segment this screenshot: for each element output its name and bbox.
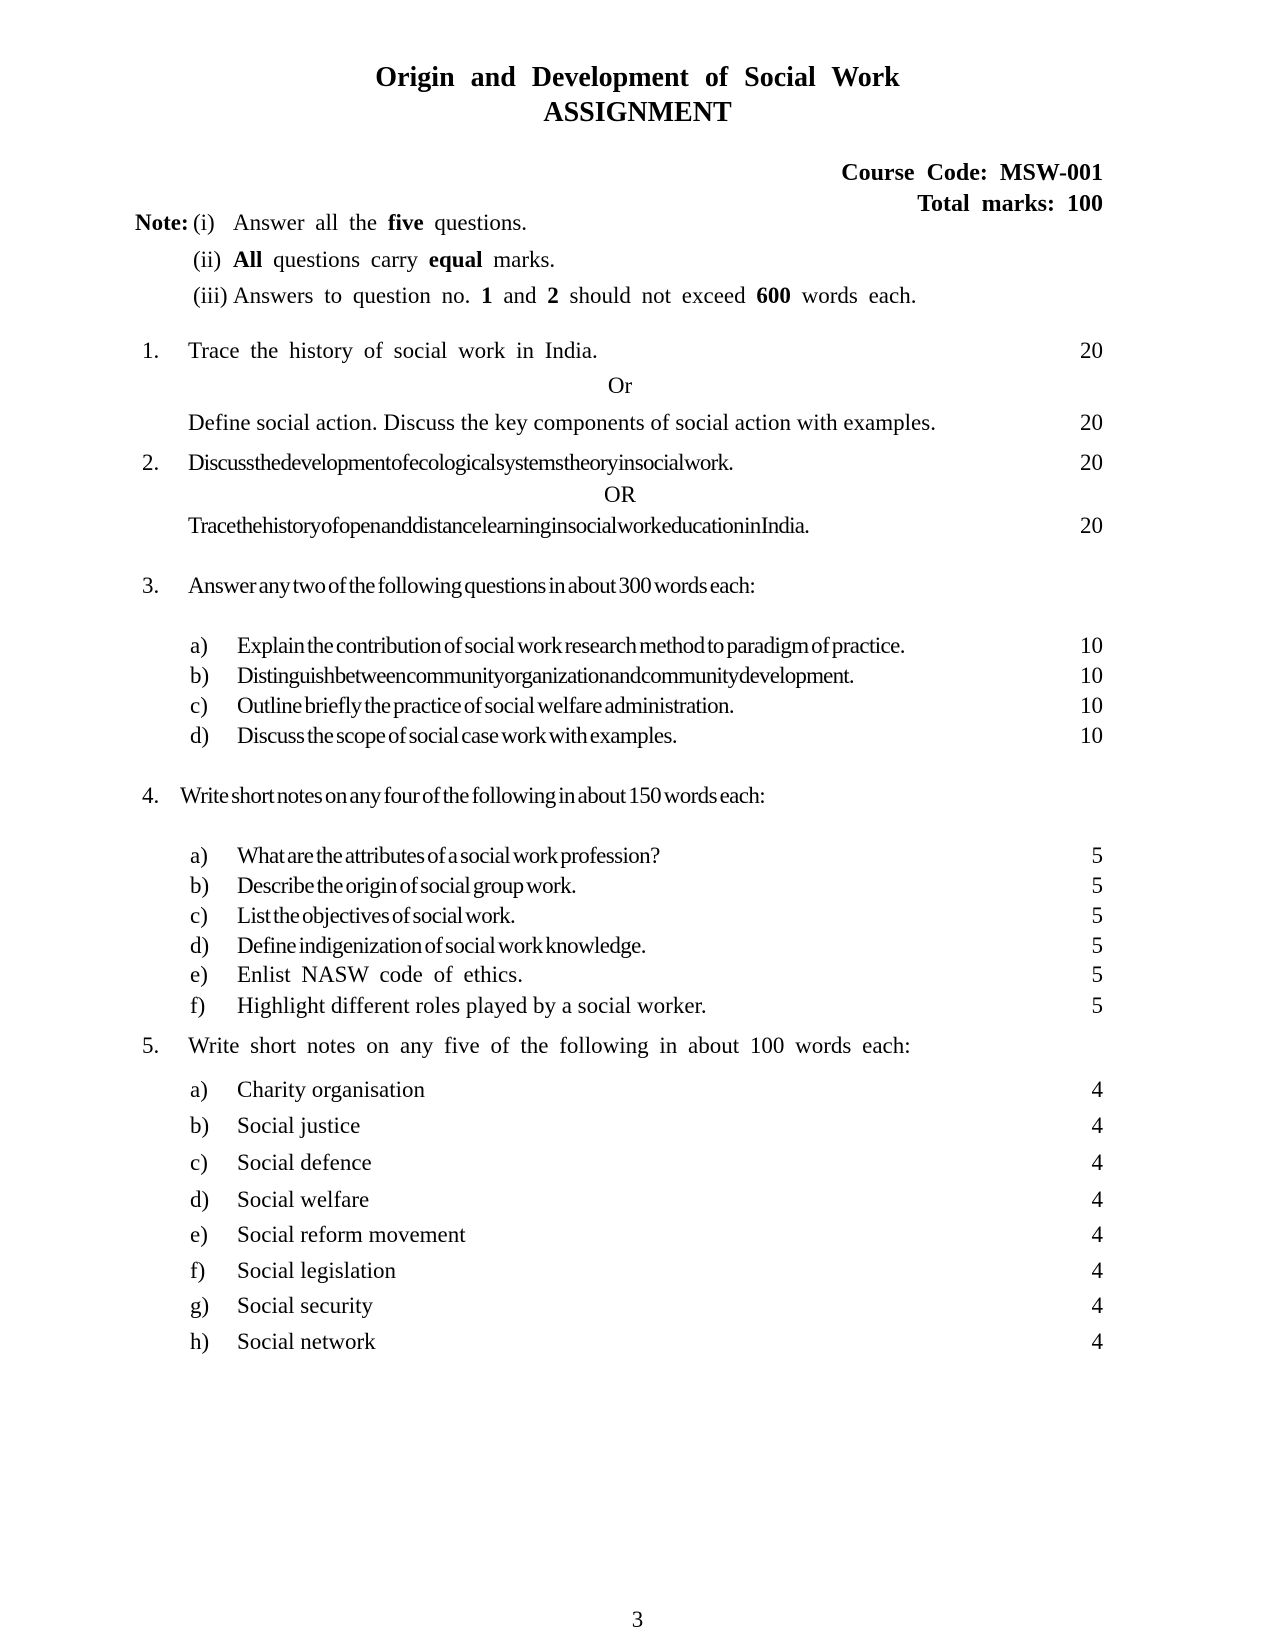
- item-marks: 5: [1091, 873, 1103, 898]
- question-text: Define social action. Discuss the key components of social action with examples.: [188, 410, 936, 435]
- question-1: [142, 337, 1103, 365]
- item-letter: b): [190, 663, 210, 688]
- question-text: Discuss the development of ecological systems theory in social work.: [188, 450, 734, 475]
- question-marks: 20: [1080, 450, 1103, 475]
- question-number: 2.: [142, 450, 160, 475]
- item-marks: 10: [1080, 663, 1103, 688]
- question-4-item-b: [190, 872, 1103, 900]
- note-item-1: [135, 209, 1103, 237]
- question-number: 3.: [142, 573, 160, 598]
- question-5-item-d: [190, 1186, 1103, 1214]
- question-4-item-c: [190, 902, 1103, 930]
- item-letter: d): [190, 933, 210, 958]
- question-3: [142, 572, 1103, 600]
- item-text: Highlight different roles played by a social worker.: [237, 993, 707, 1018]
- item-marks: 4: [1091, 1187, 1103, 1212]
- item-text: Social defence: [237, 1150, 372, 1175]
- item-text: Social security: [237, 1293, 374, 1318]
- note-item-number: (i): [193, 210, 215, 235]
- question-5-item-f: [190, 1257, 1103, 1285]
- total-marks: Total marks: 100: [917, 191, 1103, 217]
- item-marks: 10: [1080, 693, 1103, 718]
- question-4-item-d: [190, 932, 1103, 960]
- item-text: Explain the contribution of social work research method to paradigm of practice.: [237, 633, 905, 658]
- question-4-item-f: [190, 992, 1103, 1020]
- item-text: Discuss the scope of social case work with examples.: [237, 723, 677, 748]
- item-text: Define indigenization of social work knowledge.: [237, 933, 646, 958]
- item-letter: c): [190, 1150, 208, 1175]
- item-text: Social welfare: [237, 1187, 370, 1212]
- question-3-item-c: [190, 692, 1103, 720]
- question-2-alternative: [142, 512, 1103, 540]
- item-marks: 4: [1091, 1258, 1103, 1283]
- item-text: Charity organisation: [237, 1077, 426, 1102]
- question-number: 5.: [142, 1033, 160, 1058]
- item-letter: f): [190, 1258, 206, 1283]
- note-label: Note:: [135, 210, 189, 235]
- note-item-text: Answers to question no. 1 and 2 should not exceed 600 words each.: [233, 283, 917, 308]
- question-5-item-c: [190, 1149, 1103, 1177]
- item-marks: 4: [1091, 1293, 1103, 1318]
- question-text: Answer any two of the following questions in about 300 words each:: [188, 573, 756, 598]
- note-item-number: (iii): [193, 283, 228, 308]
- question-marks: 20: [1080, 338, 1103, 363]
- item-marks: 5: [1091, 962, 1103, 987]
- question-5-item-h: [190, 1328, 1103, 1356]
- document-title: Origin and Development of Social Work: [375, 62, 900, 93]
- question-marks: 20: [1080, 410, 1103, 435]
- item-letter: f): [190, 993, 206, 1018]
- question-4-item-e: [190, 961, 1103, 989]
- item-marks: 5: [1091, 993, 1103, 1018]
- item-letter: e): [190, 962, 208, 987]
- item-marks: 4: [1091, 1222, 1103, 1247]
- item-text: Distinguish between community organization and community development.: [237, 663, 854, 688]
- item-text: What are the attributes of a social work profession?: [237, 843, 660, 868]
- note-item-text: Answer all the five questions.: [233, 210, 528, 235]
- question-3-item-a: [190, 632, 1103, 660]
- item-marks: 4: [1091, 1150, 1103, 1175]
- item-letter: d): [190, 723, 210, 748]
- item-text: Enlist NASW code of ethics.: [237, 962, 523, 987]
- question-marks: 20: [1080, 513, 1103, 538]
- or-separator-1: Or: [607, 373, 633, 398]
- question-4-item-a: [190, 842, 1103, 870]
- question-text: Write short notes on any five of the following in about 100 words each:: [188, 1033, 911, 1058]
- question-4: [142, 782, 1103, 810]
- question-1-alternative: [142, 409, 1103, 437]
- question-3-item-d: [190, 722, 1103, 750]
- item-letter: d): [190, 1187, 210, 1212]
- course-code: Course Code: MSW-001: [841, 160, 1103, 186]
- item-text: Social justice: [237, 1113, 361, 1138]
- item-text: Describe the origin of social group work.: [237, 873, 577, 898]
- question-text: Write short notes on any four of the following in about 150 words each:: [180, 783, 766, 808]
- item-letter: b): [190, 1113, 210, 1138]
- note-item-number: (ii): [193, 247, 222, 272]
- item-marks: 5: [1091, 903, 1103, 928]
- item-text: Social network: [237, 1329, 376, 1354]
- item-marks: 5: [1091, 933, 1103, 958]
- question-5-item-g: [190, 1292, 1103, 1320]
- item-letter: a): [190, 1077, 208, 1102]
- question-5-item-b: [190, 1112, 1103, 1140]
- item-text: Outline briefly the practice of social welfare administration.: [237, 693, 735, 718]
- question-3-item-b: [190, 662, 1103, 690]
- item-marks: 4: [1091, 1329, 1103, 1354]
- item-marks: 10: [1080, 723, 1103, 748]
- note-item-2: [135, 246, 1103, 274]
- question-number: 4.: [142, 783, 160, 808]
- item-marks: 10: [1080, 633, 1103, 658]
- item-letter: c): [190, 903, 208, 928]
- item-letter: c): [190, 693, 208, 718]
- item-text: List the objectives of social work.: [237, 903, 516, 928]
- note-item-text: All questions carry equal marks.: [233, 247, 556, 272]
- item-letter: h): [190, 1329, 210, 1354]
- question-2: [142, 449, 1103, 477]
- item-letter: b): [190, 873, 210, 898]
- item-marks: 4: [1091, 1113, 1103, 1138]
- question-5: [142, 1032, 1103, 1060]
- question-text: Trace the history of social work in India.: [188, 338, 598, 363]
- page-number: 3: [631, 1607, 644, 1632]
- item-letter: e): [190, 1222, 208, 1247]
- item-text: Social legislation: [237, 1258, 397, 1283]
- question-number: 1.: [142, 338, 160, 363]
- item-letter: a): [190, 633, 208, 658]
- item-marks: 5: [1091, 843, 1103, 868]
- item-text: Social reform movement: [237, 1222, 466, 1247]
- document-subtitle: ASSIGNMENT: [543, 97, 732, 128]
- item-letter: a): [190, 843, 208, 868]
- question-5-item-e: [190, 1221, 1103, 1249]
- note-item-3: [135, 282, 1103, 310]
- item-marks: 4: [1091, 1077, 1103, 1102]
- item-letter: g): [190, 1293, 210, 1318]
- or-separator-2: OR: [604, 482, 636, 507]
- question-5-item-a: [190, 1076, 1103, 1104]
- question-text: Trace the history of open and distance learning in social work education in India.: [188, 513, 810, 538]
